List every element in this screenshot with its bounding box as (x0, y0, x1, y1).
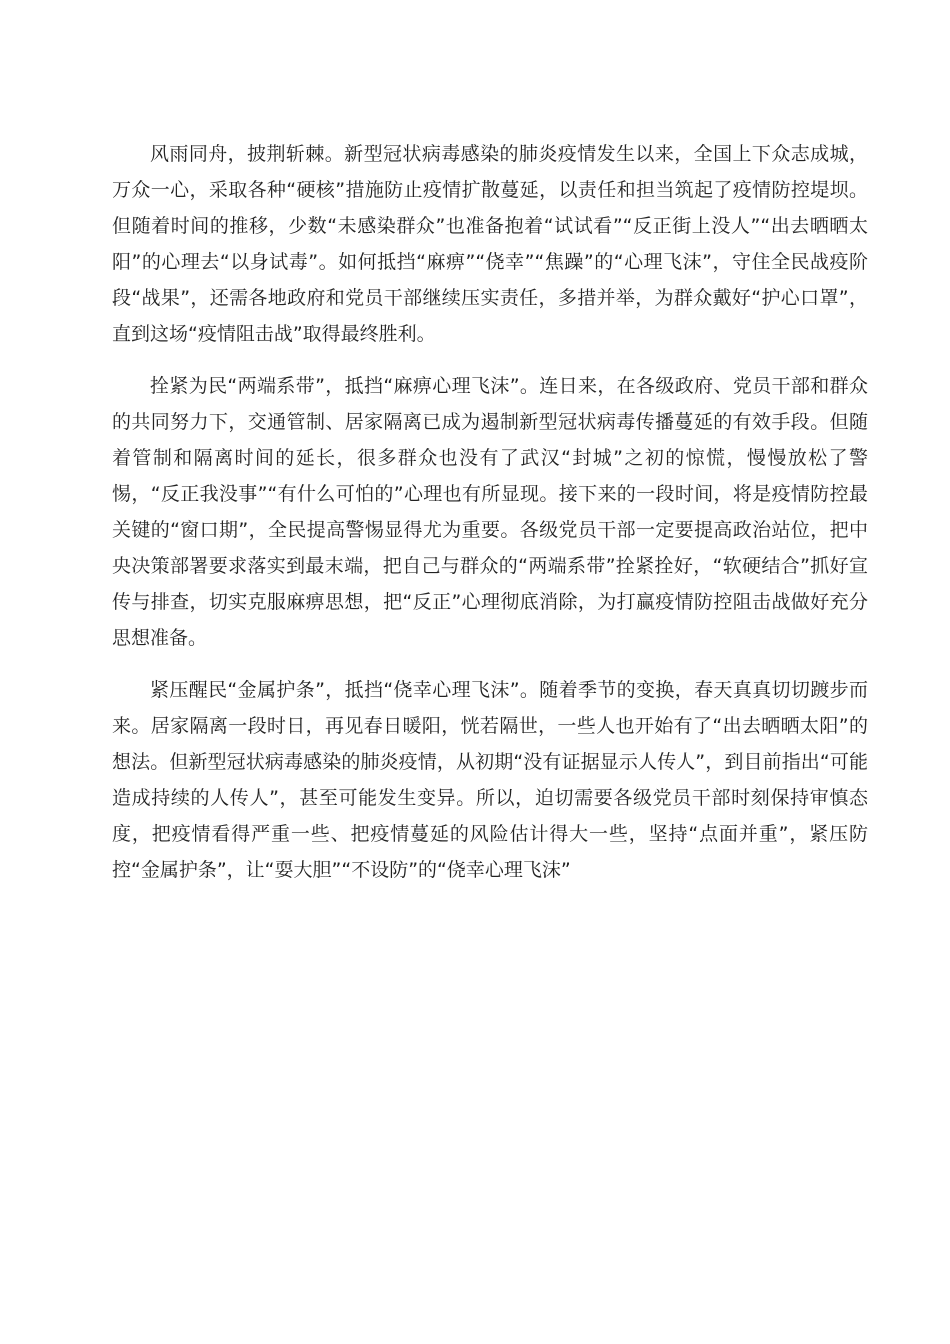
paragraph-2: 拴紧为民“两端系带”，抵挡“麻痹心理飞沫”。连日来，在各级政府、党员干部和群众的共同努力下，交通管制、居家隔离已成为遏制新型冠状病毒传播蔓延的有效手段。但随着管制和隔离时间的延长，很多群众也没有了武汉“封城”之初的惊慌，慢慢放松了警惕，“反正我没事”“有什么可怕的”心理也有所显现。接下来的一段时间，将是疫情防控最关键的“窗口期”，全民提高警惕显得尤为重要。各级党员干部一定要提高政治站位，把中央决策部署要求落实到最末端，把自己与群众的“两端系带”拴紧拴好，“软硬结合”抓好宣传与排查，切实克服麻痹思想，把“反正”心理彻底消除，为打赢疫情防控阻击战做好充分思想准备。 (112, 375, 868, 649)
paragraph-3: 紧压醒民“金属护条”，抵挡“侥幸心理飞沫”。随着季节的变换，春天真真切切踱步而来。居家隔离一段时日，再见春日暖阳，恍若隔世，一些人也开始有了“出去晒晒太阳”的想法。但新型冠状病毒感染的肺炎疫情，从初期“没有证据显示人传人”，到目前指出“可能造成持续的人传人”，甚至可能发生变异。所以，迫切需要各级党员干部时刻保持审慎态度，把疫情看得严重一些、把疫情蔓延的风险估计得大一些，坚持“点面并重”，紧压防控“金属护条”，让“耍大胆”“不设防”的“侥幸心理飞沫” (112, 679, 868, 881)
paragraph-1: 风雨同舟，披荆斩棘。新型冠状病毒感染的肺炎疫情发生以来，全国上下众志成城，万众一心，采取各种“硬核”措施防止疫情扩散蔓延，以责任和担当筑起了疫情防控堤坝。但随着时间的推移，少数“未感染群众”也准备抱着“试试看”“反正街上没人”“出去晒晒太阳”的心理去“以身试毒”。如何抵挡“麻痹”“侥幸”“焦躁”的“心理飞沫”，守住全民战疫阶段“战果”，还需各地政府和党员干部继续压实责任，多措并举，为群众戴好“护心口罩”，直到这场“疫情阻击战”取得最终胜利。 (112, 143, 868, 345)
document-body (112, 136, 868, 904)
